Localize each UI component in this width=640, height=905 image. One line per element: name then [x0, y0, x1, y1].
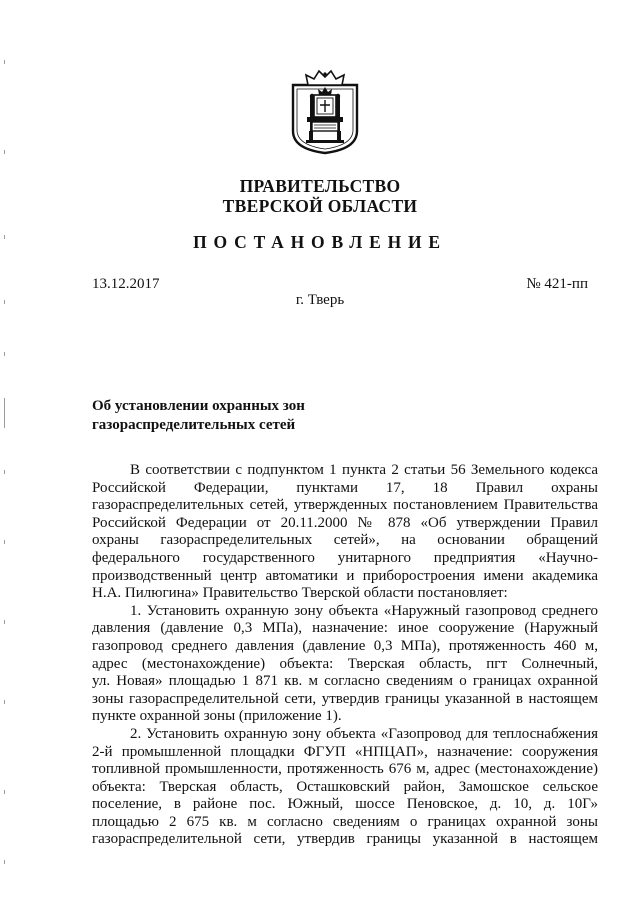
- subject-line2: газораспределительных сетей: [92, 417, 296, 433]
- text-line: Российской Федерации, пунктами 17, 18 Правил охраны: [92, 479, 598, 496]
- text-line: 1. Установить охранную зону объекта «Наружный газопровод среднего: [130, 602, 598, 619]
- text-line: Российской Федерации от 20.11.2000 № 878 «Об утверждении Правил: [92, 514, 598, 531]
- document-type: ПОСТАНОВЛЕНИЕ: [193, 232, 447, 252]
- scan-margin-marks: [0, 0, 12, 905]
- document-number: № 421-пп: [526, 276, 588, 292]
- text-line: топливной промышленности, протяженность 676 м, адрес (местонахождение): [92, 761, 598, 778]
- text-line: 2-й промышленной площадки ФГУП «НПЦАП», назначение: сооружения: [92, 743, 598, 760]
- text-line: давления (давление 0,3 МПа), назначение: иное сооружение (Наружный: [92, 620, 598, 637]
- clause-2-paragraph: [92, 726, 598, 849]
- text-line: Н.А. Пилюгина» Правительство Тверской области постановляет:: [92, 585, 508, 602]
- text-line: адрес (местонахождение) объекта: Тверская область, пгт Солнечный,: [92, 655, 598, 672]
- government-name-line2: ТВЕРСКОЙ ОБЛАСТИ: [222, 196, 418, 216]
- subject-line1: Об установлении охранных зон: [92, 398, 305, 414]
- text-line: газораспределительной сети, утвердив границы указанной в настоящем: [92, 831, 598, 848]
- text-line: федерального государственного унитарного предприятия «Научно-: [92, 549, 598, 566]
- text-line: зоны газораспределительной сети, утвердив границы указанной в настоящем: [92, 690, 598, 707]
- document-date: 13.12.2017: [92, 276, 160, 292]
- text-line: ул. Новая» площадью 1 871 кв. м согласно сведениям о границах охранной: [92, 673, 598, 690]
- document-subject: [92, 397, 305, 435]
- text-line: газораспределительных сетей, утвержденных постановлением Правительства: [92, 497, 598, 514]
- text-line: В соответствии с подпунктом 1 пункта 2 статьи 56 Земельного кодекса: [130, 462, 598, 478]
- text-line: пункте охранной зоны (приложение 1).: [92, 708, 342, 725]
- clause-1-paragraph: [92, 603, 598, 726]
- coat-of-arms-emblem: [290, 69, 360, 155]
- document-city: г. Тверь: [295, 292, 345, 308]
- document-body: [92, 462, 598, 849]
- text-line: площадью 2 675 кв. м согласно сведениям о границах охранной зоны: [92, 813, 598, 830]
- text-line: 2. Установить охранную зону объекта «Газопровод для теплоснабжения: [130, 725, 598, 742]
- government-name-line1: ПРАВИТЕЛЬСТВО: [239, 176, 401, 196]
- text-line: охраны газораспределительных сетей», на основании обращений: [92, 532, 598, 549]
- text-line: производственный центр автоматики и приборостроения имени академика: [92, 567, 598, 584]
- text-line: объекта: Тверская область, Осташковский район, Замошское сельское: [92, 778, 598, 795]
- text-line: газопровод среднего давления (давление 0,3 МПа), протяженность 460 м,: [92, 637, 598, 654]
- preamble-paragraph: [92, 462, 598, 603]
- text-line: поселение, в районе пос. Южный, шоссе Пеновское, д. 10, д. 10Г»: [92, 796, 598, 813]
